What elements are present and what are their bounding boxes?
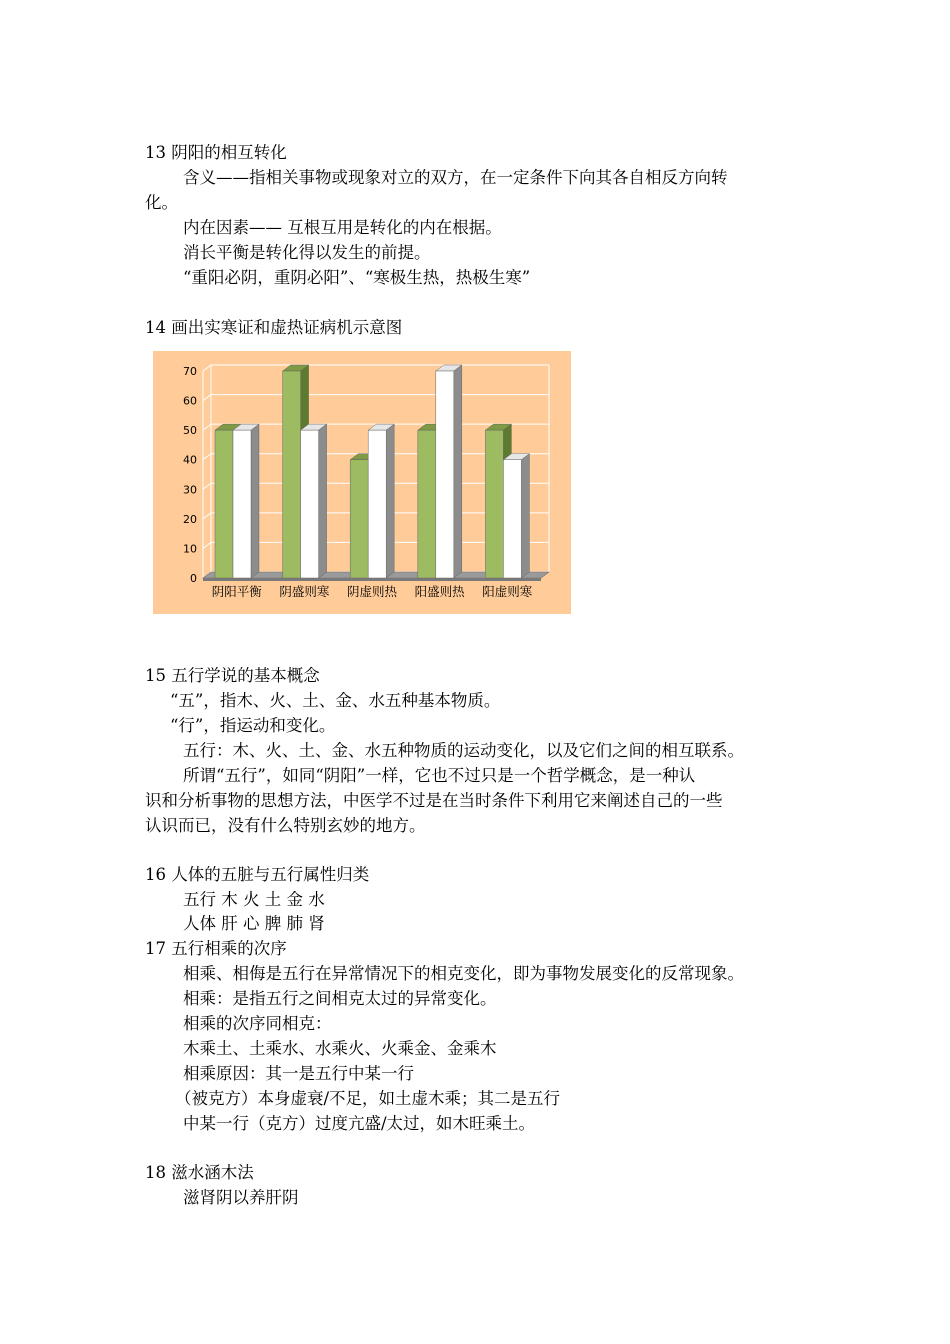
section-16-line-2: 人体 肝 心 脾 肺 肾	[183, 914, 325, 933]
y-tick-label: 40	[183, 453, 197, 467]
bar	[215, 430, 233, 578]
bar	[436, 371, 454, 578]
bar	[368, 430, 386, 578]
x-tick-label: 阴虚则热	[346, 584, 398, 599]
x-tick-label: 阳虚则寒	[482, 584, 533, 599]
section-15-line-1: “五”，指木、火、土、金、水五种基本物质。	[170, 691, 501, 710]
section-18-heading: 18 滋水涵木法	[145, 1163, 254, 1182]
section-13-heading: 13 阴阳的相互转化	[145, 143, 287, 162]
section-17-line-7: 中某一行（克方）过度亢盛/太过，如木旺乘土。	[183, 1114, 536, 1133]
y-tick-label: 70	[183, 365, 197, 378]
chart-floor-edge	[203, 578, 541, 581]
bar-side	[454, 365, 462, 578]
section-16-line-1: 五行 木 火 土 金 水	[183, 890, 325, 909]
bar	[301, 430, 319, 578]
section-17-line-5: 相乘原因：其一是五行中某一行	[183, 1064, 414, 1083]
y-tick-label: 60	[183, 394, 197, 408]
y-tick-label: 10	[183, 542, 197, 556]
section-15-line-5: 识和分析事物的思想方法，中医学不过是在当时条件下利用它来阐述自己的一些	[145, 791, 723, 810]
section-15-line-6: 认识而已，没有什么特别玄妙的地方。	[145, 816, 426, 835]
x-tick-label: 阴阳平衡	[211, 584, 262, 599]
bar	[283, 371, 301, 578]
section-15-heading: 15 五行学说的基本概念	[145, 666, 320, 685]
bar-side	[251, 424, 259, 578]
x-tick-label: 阳盛则热	[414, 584, 465, 599]
bar	[503, 460, 521, 578]
section-15-line-4: 所谓“五行”，如同“阴阳”一样，它也不过只是一个哲学概念，是一种认	[183, 766, 696, 785]
section-13-line-3: 内在因素—— 互根互用是转化的内在根据。	[183, 218, 502, 237]
bar-side	[386, 424, 394, 578]
section-17-line-2: 相乘：是指五行之间相克太过的异常变化。	[183, 989, 497, 1008]
section-17-line-1: 相乘、相侮是五行在异常情况下的相克变化，即为事物发展变化的反常现象。	[183, 964, 744, 983]
bar	[233, 430, 251, 578]
y-tick-label: 0	[190, 572, 197, 585]
section-17-line-6: （被克方）本身虚衰/不足，如土虚木乘；其二是五行	[175, 1089, 561, 1108]
section-13-line-4: 消长平衡是转化得以发生的前提。	[183, 243, 431, 262]
bar	[485, 430, 503, 578]
bar	[350, 460, 368, 578]
x-tick-label: 阴盛则寒	[279, 584, 330, 599]
bar-chart-svg	[153, 351, 571, 614]
y-tick-label: 30	[183, 483, 197, 497]
y-tick-label: 20	[183, 512, 197, 526]
y-tick-label: 50	[183, 424, 197, 438]
bar-side	[319, 424, 327, 578]
bar	[418, 430, 436, 578]
bar-side	[521, 454, 529, 578]
section-15-line-2: “行”，指运动和变化。	[170, 716, 336, 735]
section-13-line-5: “重阳必阴，重阴必阳”、“寒极生热，热极生寒”	[183, 268, 531, 287]
section-13-line-1: 含义——指相关事物或现象对立的双方，在一定条件下向其各自相反方向转	[183, 168, 728, 187]
pathogenesis-bar-chart	[153, 351, 571, 614]
section-17-line-3: 相乘的次序同相克：	[183, 1014, 332, 1033]
section-15-line-3: 五行：木、火、土、金、水五种物质的运动变化，以及它们之间的相互联系。	[183, 741, 744, 760]
section-18-line-1: 滋肾阴以养肝阴	[183, 1188, 299, 1207]
section-17-line-4: 木乘土、土乘水、水乘火、火乘金、金乘木	[183, 1039, 497, 1058]
section-14-heading: 14 画出实寒证和虚热证病机示意图	[145, 318, 403, 337]
section-13-line-2: 化。	[145, 193, 178, 212]
section-16-heading: 16 人体的五脏与五行属性归类	[145, 865, 370, 884]
section-17-heading: 17 五行相乘的次序	[145, 939, 287, 958]
